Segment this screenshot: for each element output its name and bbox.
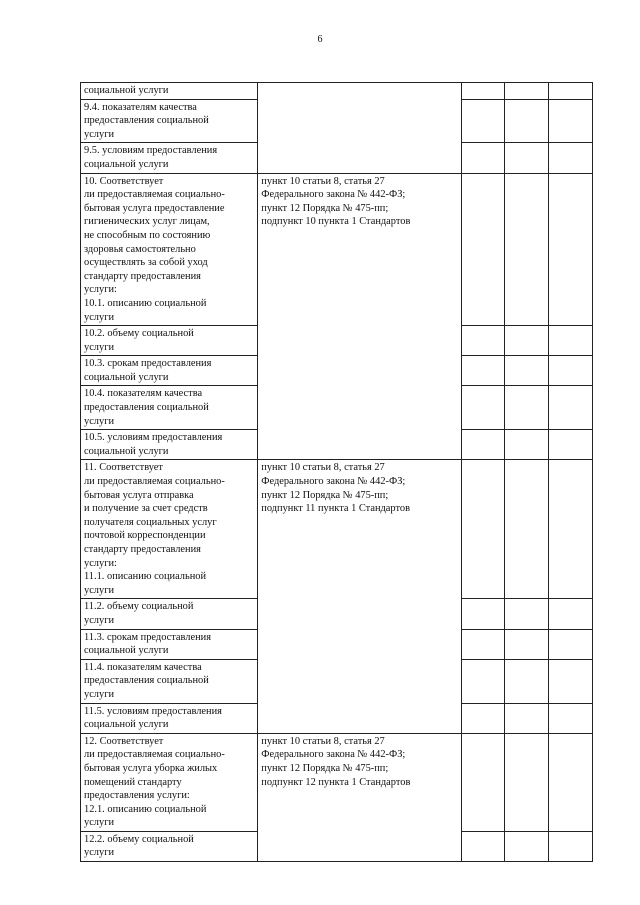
criteria-cell: 10.5. условиям предоставления социальной услуги: [81, 430, 258, 460]
answer-na-cell[interactable]: [549, 460, 593, 599]
table-row: [81, 173, 593, 326]
answer-yes-cell[interactable]: [461, 460, 505, 599]
answer-yes-cell[interactable]: [461, 659, 505, 703]
criteria-cell: 10. Соответствует ли предоставляемая социально- бытовая услуга предоставление гигиенических услуг лицам, не способным по состоянию здоровья самостоятельно осуществлять за собой уход стандарту предоставления услуги: 10.1. описанию социальной услуги: [81, 173, 258, 326]
basis-cell: пункт 10 статьи 8, статья 27 Федерального закона № 442-ФЗ; пункт 12 Порядка № 475-пп; подпункт 10 пункта 1 Стандартов: [258, 173, 461, 460]
answer-yes-cell[interactable]: [461, 386, 505, 430]
answer-no-cell[interactable]: [505, 386, 549, 430]
answer-na-cell[interactable]: [549, 659, 593, 703]
answer-no-cell[interactable]: [505, 143, 549, 173]
answer-yes-cell[interactable]: [461, 430, 505, 460]
answer-no-cell[interactable]: [505, 356, 549, 386]
criteria-cell: 11.4. показателям качества предоставления социальной услуги: [81, 659, 258, 703]
answer-yes-cell[interactable]: [461, 173, 505, 326]
answer-yes-cell[interactable]: [461, 703, 505, 733]
answer-yes-cell[interactable]: [461, 356, 505, 386]
answer-yes-cell[interactable]: [461, 733, 505, 831]
answer-no-cell[interactable]: [505, 326, 549, 356]
answer-na-cell[interactable]: [549, 386, 593, 430]
answer-na-cell[interactable]: [549, 629, 593, 659]
answer-na-cell[interactable]: [549, 733, 593, 831]
answer-na-cell[interactable]: [549, 99, 593, 143]
answer-no-cell[interactable]: [505, 629, 549, 659]
answer-no-cell[interactable]: [505, 733, 549, 831]
criteria-cell: 10.4. показателям качества предоставления социальной услуги: [81, 386, 258, 430]
basis-cell: [258, 83, 461, 174]
table-row: [81, 733, 593, 831]
answer-yes-cell[interactable]: [461, 143, 505, 173]
answer-na-cell[interactable]: [549, 143, 593, 173]
criteria-cell: 10.2. объему социальной услуги: [81, 326, 258, 356]
answer-no-cell[interactable]: [505, 460, 549, 599]
table-row: [81, 460, 593, 599]
checklist-table: [80, 82, 593, 862]
answer-no-cell[interactable]: [505, 703, 549, 733]
basis-cell: пункт 10 статьи 8, статья 27 Федерального закона № 442-ФЗ; пункт 12 Порядка № 475-пп; подпункт 11 пункта 1 Стандартов: [258, 460, 461, 733]
answer-na-cell[interactable]: [549, 703, 593, 733]
criteria-cell: 10.3. срокам предоставления социальной услуги: [81, 356, 258, 386]
answer-no-cell[interactable]: [505, 659, 549, 703]
criteria-cell: социальной услуги: [81, 83, 258, 100]
answer-na-cell[interactable]: [549, 831, 593, 861]
answer-no-cell[interactable]: [505, 83, 549, 100]
criteria-cell: 9.5. условиям предоставления социальной услуги: [81, 143, 258, 173]
answer-na-cell[interactable]: [549, 356, 593, 386]
answer-yes-cell[interactable]: [461, 599, 505, 629]
criteria-cell: 11. Соответствует ли предоставляемая социально- бытовая услуга отправка и получение за счет средств получателя социальных услуг почтовой корреспонденции стандарту предоставления услуги: 11.1. описанию социальной услуги: [81, 460, 258, 599]
answer-no-cell[interactable]: [505, 599, 549, 629]
answer-na-cell[interactable]: [549, 173, 593, 326]
answer-no-cell[interactable]: [505, 99, 549, 143]
table-row: [81, 83, 593, 100]
criteria-cell: 11.2. объему социальной услуги: [81, 599, 258, 629]
criteria-cell: 12. Соответствует ли предоставляемая социально- бытовая услуга уборка жилых помещений стандарту предоставления услуги: 12.1. описанию социальной услуги: [81, 733, 258, 831]
answer-na-cell[interactable]: [549, 430, 593, 460]
answer-na-cell[interactable]: [549, 599, 593, 629]
criteria-cell: 9.4. показателям качества предоставления социальной услуги: [81, 99, 258, 143]
criteria-cell: 11.5. условиям предоставления социальной услуги: [81, 703, 258, 733]
basis-cell: пункт 10 статьи 8, статья 27 Федерального закона № 442-ФЗ; пункт 12 Порядка № 475-пп; подпункт 12 пункта 1 Стандартов: [258, 733, 461, 861]
answer-no-cell[interactable]: [505, 831, 549, 861]
answer-yes-cell[interactable]: [461, 326, 505, 356]
answer-yes-cell[interactable]: [461, 629, 505, 659]
answer-no-cell[interactable]: [505, 173, 549, 326]
answer-yes-cell[interactable]: [461, 831, 505, 861]
answer-no-cell[interactable]: [505, 430, 549, 460]
page-number: 6: [317, 34, 323, 45]
answer-na-cell[interactable]: [549, 83, 593, 100]
criteria-cell: 11.3. срокам предоставления социальной услуги: [81, 629, 258, 659]
answer-yes-cell[interactable]: [461, 83, 505, 100]
answer-yes-cell[interactable]: [461, 99, 505, 143]
criteria-cell: 12.2. объему социальной услуги: [81, 831, 258, 861]
answer-na-cell[interactable]: [549, 326, 593, 356]
